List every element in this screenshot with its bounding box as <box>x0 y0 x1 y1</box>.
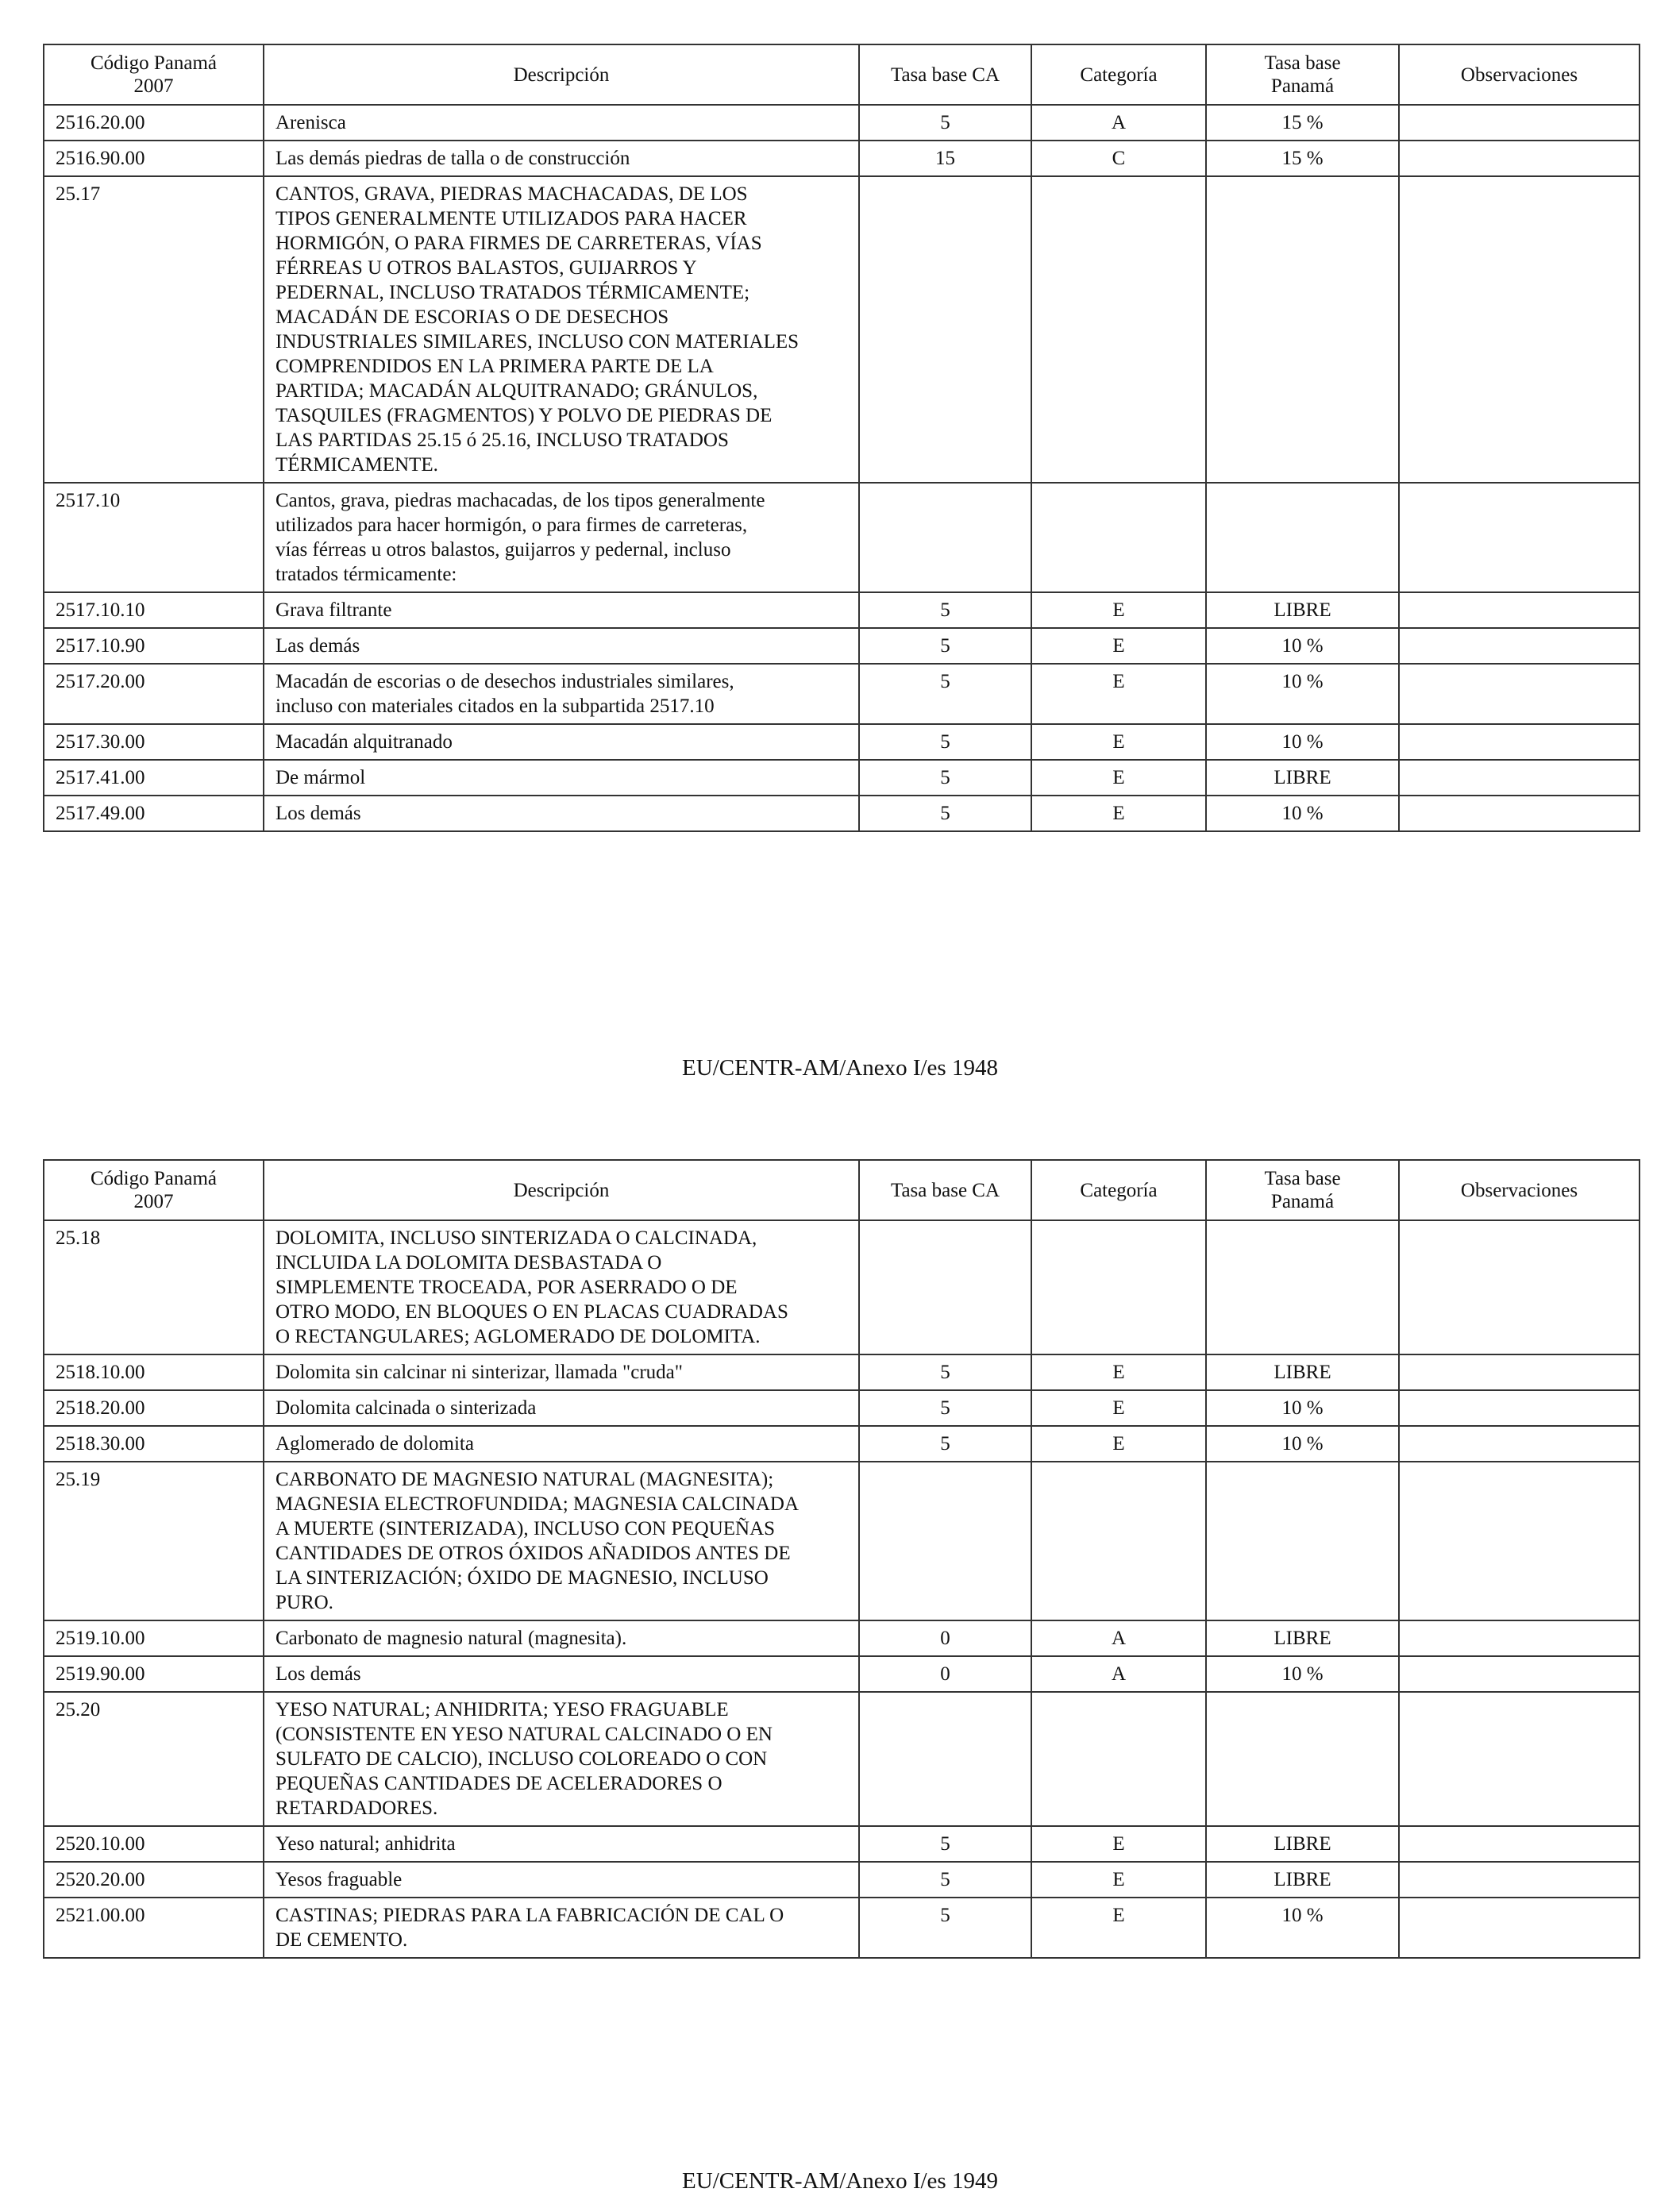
cell-rate-panama <box>1206 1692 1399 1826</box>
cell-description: DOLOMITA, INCLUSO SINTERIZADA O CALCINADA, INCLUIDA LA DOLOMITA DESBASTADA O SIMPLEMENTE TROCEADA, POR ASERRADO O DE OTRO MODO, EN BLOQUES O EN PLACAS CUADRADAS O RECTANGULARES; AGLOMERADO DE DOLOMITA. <box>264 1220 859 1354</box>
cell-category: E <box>1031 1390 1206 1426</box>
cell-description: CANTOS, GRAVA, PIEDRAS MACHACADAS, DE LOS TIPOS GENERALMENTE UTILIZADOS PARA HACER HORMIGÓN, O PARA FIRMES DE CARRETERAS, VÍAS FÉRREAS U OTROS BALASTOS, GUIJARROS Y PEDERNAL, INCLUSO TRATADOS TÉRMICAMENTE; MACADÁN DE ESCORIAS O DE DESECHOS INDUSTRIALES SIMILARES, INCLUSO CON MATERIALES COMPRENDIDOS EN LA PRIMERA PARTE DE LA PARTIDA; MACADÁN ALQUITRANADO; GRÁNULOS, TASQUILES (FRAGMENTOS) Y POLVO DE PIEDRAS DE LAS PARTIDAS 25.15 ó 25.16, INCLUSO TRATADOS TÉRMICAMENTE. <box>264 176 859 483</box>
cell-rate-ca: 5 <box>859 1826 1031 1862</box>
cell-code: 2518.30.00 <box>44 1426 264 1462</box>
cell-observations <box>1399 1426 1640 1462</box>
cell-description: Los demás <box>264 796 859 831</box>
cell-description: Macadán alquitranado <box>264 724 859 760</box>
page-footer: EU/CENTR-AM/Anexo I/es 1949 <box>682 2168 998 2194</box>
header-code: Código Panamá 2007 <box>44 44 264 105</box>
cell-code: 25.18 <box>44 1220 264 1354</box>
cell-rate-ca <box>859 483 1031 592</box>
table-body <box>44 1220 1640 1958</box>
header-description: Descripción <box>264 44 859 105</box>
cell-category: E <box>1031 1826 1206 1862</box>
table-row <box>44 1426 1640 1462</box>
cell-code: 2517.49.00 <box>44 796 264 831</box>
cell-rate-ca: 5 <box>859 1354 1031 1390</box>
cell-category: A <box>1031 105 1206 141</box>
table-row <box>44 1862 1640 1898</box>
cell-category: E <box>1031 1862 1206 1898</box>
table-row <box>44 105 1640 141</box>
cell-observations <box>1399 1898 1640 1958</box>
cell-category <box>1031 1692 1206 1826</box>
cell-category <box>1031 1462 1206 1620</box>
tariff-sheet-1 <box>43 44 1639 832</box>
cell-code: 2516.90.00 <box>44 141 264 176</box>
cell-rate-panama <box>1206 176 1399 483</box>
cell-observations <box>1399 724 1640 760</box>
header-description: Descripción <box>264 1160 859 1220</box>
cell-description: De mármol <box>264 760 859 796</box>
table-body <box>44 105 1640 831</box>
cell-observations <box>1399 1692 1640 1826</box>
cell-rate-panama: 10 % <box>1206 724 1399 760</box>
cell-rate-ca: 5 <box>859 1862 1031 1898</box>
cell-rate-ca <box>859 176 1031 483</box>
cell-description: Carbonato de magnesio natural (magnesita). <box>264 1620 859 1656</box>
cell-rate-ca: 5 <box>859 664 1031 724</box>
header-code: Código Panamá 2007 <box>44 1160 264 1220</box>
cell-rate-panama: LIBRE <box>1206 592 1399 628</box>
cell-rate-ca: 5 <box>859 1898 1031 1958</box>
cell-category: E <box>1031 1354 1206 1390</box>
cell-code: 2520.20.00 <box>44 1862 264 1898</box>
cell-code: 2519.10.00 <box>44 1620 264 1656</box>
cell-description: CASTINAS; PIEDRAS PARA LA FABRICACIÓN DE CAL O DE CEMENTO. <box>264 1898 859 1958</box>
cell-category: E <box>1031 628 1206 664</box>
cell-category: E <box>1031 592 1206 628</box>
cell-observations <box>1399 1462 1640 1620</box>
cell-observations <box>1399 664 1640 724</box>
header-observations: Observaciones <box>1399 44 1640 105</box>
cell-description: Cantos, grava, piedras machacadas, de los tipos generalmente utilizados para hacer hormigón, o para firmes de carreteras, vías férreas u otros balastos, guijarros y pedernal, incluso tratados térmicamente: <box>264 483 859 592</box>
cell-code: 2517.10 <box>44 483 264 592</box>
cell-category <box>1031 483 1206 592</box>
cell-code: 2517.30.00 <box>44 724 264 760</box>
cell-description: Los demás <box>264 1656 859 1692</box>
cell-rate-ca: 0 <box>859 1656 1031 1692</box>
cell-observations <box>1399 1656 1640 1692</box>
cell-category: E <box>1031 724 1206 760</box>
table-row <box>44 483 1640 592</box>
cell-code: 2521.00.00 <box>44 1898 264 1958</box>
cell-category: E <box>1031 760 1206 796</box>
cell-code: 2520.10.00 <box>44 1826 264 1862</box>
header-rate-ca: Tasa base CA <box>859 1160 1031 1220</box>
cell-category: A <box>1031 1620 1206 1656</box>
header-rate-panama: Tasa base Panamá <box>1206 44 1399 105</box>
cell-rate-ca: 5 <box>859 1426 1031 1462</box>
cell-rate-ca <box>859 1462 1031 1620</box>
cell-description: CARBONATO DE MAGNESIO NATURAL (MAGNESITA); MAGNESIA ELECTROFUNDIDA; MAGNESIA CALCINADA A MUERTE (SINTERIZADA), INCLUSO CON PEQUEÑAS CANTIDADES DE OTROS ÓXIDOS AÑADIDOS ANTES DE LA SINTERIZACIÓN; ÓXIDO DE MAGNESIO, INCLUSO PURO. <box>264 1462 859 1620</box>
table-row <box>44 1898 1640 1958</box>
cell-category <box>1031 176 1206 483</box>
cell-rate-panama: 10 % <box>1206 1426 1399 1462</box>
cell-rate-panama <box>1206 1462 1399 1620</box>
cell-observations <box>1399 176 1640 483</box>
cell-category: E <box>1031 1426 1206 1462</box>
cell-rate-panama: LIBRE <box>1206 1862 1399 1898</box>
tariff-sheet-2 <box>43 1159 1639 1959</box>
table-row <box>44 1390 1640 1426</box>
table-row <box>44 176 1640 483</box>
cell-code: 2518.10.00 <box>44 1354 264 1390</box>
cell-observations <box>1399 1220 1640 1354</box>
cell-rate-panama <box>1206 1220 1399 1354</box>
table-row <box>44 1692 1640 1826</box>
cell-rate-panama: LIBRE <box>1206 1354 1399 1390</box>
cell-code: 2517.10.90 <box>44 628 264 664</box>
header-category: Categoría <box>1031 1160 1206 1220</box>
cell-code: 25.19 <box>44 1462 264 1620</box>
cell-description: YESO NATURAL; ANHIDRITA; YESO FRAGUABLE (CONSISTENTE EN YESO NATURAL CALCINADO O EN SULFATO DE CALCIO), INCLUSO COLOREADO O CON PEQUEÑAS CANTIDADES DE ACELERADORES O RETARDADORES. <box>264 1692 859 1826</box>
cell-description: Aglomerado de dolomita <box>264 1426 859 1462</box>
cell-category: E <box>1031 664 1206 724</box>
cell-category: C <box>1031 141 1206 176</box>
cell-rate-ca: 5 <box>859 592 1031 628</box>
cell-code: 25.20 <box>44 1692 264 1826</box>
table-row <box>44 724 1640 760</box>
cell-rate-ca: 5 <box>859 628 1031 664</box>
cell-observations <box>1399 1862 1640 1898</box>
cell-rate-ca: 5 <box>859 724 1031 760</box>
cell-description: Dolomita calcinada o sinterizada <box>264 1390 859 1426</box>
cell-description: Arenisca <box>264 105 859 141</box>
cell-rate-panama: 10 % <box>1206 1390 1399 1426</box>
cell-category: E <box>1031 796 1206 831</box>
header-category: Categoría <box>1031 44 1206 105</box>
header-rate-panama: Tasa base Panamá <box>1206 1160 1399 1220</box>
table-row <box>44 1220 1640 1354</box>
cell-description: Grava filtrante <box>264 592 859 628</box>
table-row <box>44 664 1640 724</box>
cell-category <box>1031 1220 1206 1354</box>
page-footer: EU/CENTR-AM/Anexo I/es 1948 <box>682 1055 998 1081</box>
table-row <box>44 796 1640 831</box>
cell-category: E <box>1031 1898 1206 1958</box>
cell-observations <box>1399 1826 1640 1862</box>
cell-observations <box>1399 1354 1640 1390</box>
table-row <box>44 1620 1640 1656</box>
cell-description: Las demás piedras de talla o de construcción <box>264 141 859 176</box>
cell-code: 2516.20.00 <box>44 105 264 141</box>
table-row <box>44 141 1640 176</box>
cell-rate-panama: 10 % <box>1206 628 1399 664</box>
cell-description: Dolomita sin calcinar ni sinterizar, llamada "cruda" <box>264 1354 859 1390</box>
cell-rate-panama: LIBRE <box>1206 1826 1399 1862</box>
cell-rate-ca: 0 <box>859 1620 1031 1656</box>
cell-rate-panama <box>1206 483 1399 592</box>
table-row <box>44 1656 1640 1692</box>
tariff-table <box>43 1159 1640 1959</box>
cell-description: Las demás <box>264 628 859 664</box>
cell-rate-panama: 10 % <box>1206 1656 1399 1692</box>
cell-rate-ca: 5 <box>859 105 1031 141</box>
cell-code: 25.17 <box>44 176 264 483</box>
cell-description: Yesos fraguable <box>264 1862 859 1898</box>
header-rate-ca: Tasa base CA <box>859 44 1031 105</box>
cell-rate-ca: 15 <box>859 141 1031 176</box>
table-row <box>44 760 1640 796</box>
cell-code: 2518.20.00 <box>44 1390 264 1426</box>
cell-rate-ca <box>859 1692 1031 1826</box>
cell-rate-panama: 15 % <box>1206 141 1399 176</box>
cell-rate-panama: LIBRE <box>1206 1620 1399 1656</box>
tariff-table <box>43 44 1640 832</box>
table-row <box>44 592 1640 628</box>
table-row <box>44 628 1640 664</box>
cell-description: Yeso natural; anhidrita <box>264 1826 859 1862</box>
cell-observations <box>1399 1390 1640 1426</box>
cell-rate-panama: 10 % <box>1206 796 1399 831</box>
cell-code: 2517.41.00 <box>44 760 264 796</box>
cell-observations <box>1399 141 1640 176</box>
cell-observations <box>1399 1620 1640 1656</box>
cell-observations <box>1399 760 1640 796</box>
cell-description: Macadán de escorias o de desechos industriales similares, incluso con materiales citados en la subpartida 2517.10 <box>264 664 859 724</box>
cell-rate-panama: 10 % <box>1206 1898 1399 1958</box>
cell-rate-ca: 5 <box>859 1390 1031 1426</box>
cell-observations <box>1399 592 1640 628</box>
cell-rate-panama: 15 % <box>1206 105 1399 141</box>
cell-observations <box>1399 483 1640 592</box>
cell-rate-panama: 10 % <box>1206 664 1399 724</box>
table-header-row <box>44 1160 1640 1220</box>
cell-observations <box>1399 628 1640 664</box>
cell-rate-ca: 5 <box>859 760 1031 796</box>
cell-rate-ca: 5 <box>859 796 1031 831</box>
header-observations: Observaciones <box>1399 1160 1640 1220</box>
cell-category: A <box>1031 1656 1206 1692</box>
table-row <box>44 1354 1640 1390</box>
cell-observations <box>1399 105 1640 141</box>
cell-code: 2517.10.10 <box>44 592 264 628</box>
cell-code: 2519.90.00 <box>44 1656 264 1692</box>
cell-rate-panama: LIBRE <box>1206 760 1399 796</box>
cell-observations <box>1399 796 1640 831</box>
cell-code: 2517.20.00 <box>44 664 264 724</box>
table-row <box>44 1462 1640 1620</box>
table-row <box>44 1826 1640 1862</box>
table-header-row <box>44 44 1640 105</box>
cell-rate-ca <box>859 1220 1031 1354</box>
